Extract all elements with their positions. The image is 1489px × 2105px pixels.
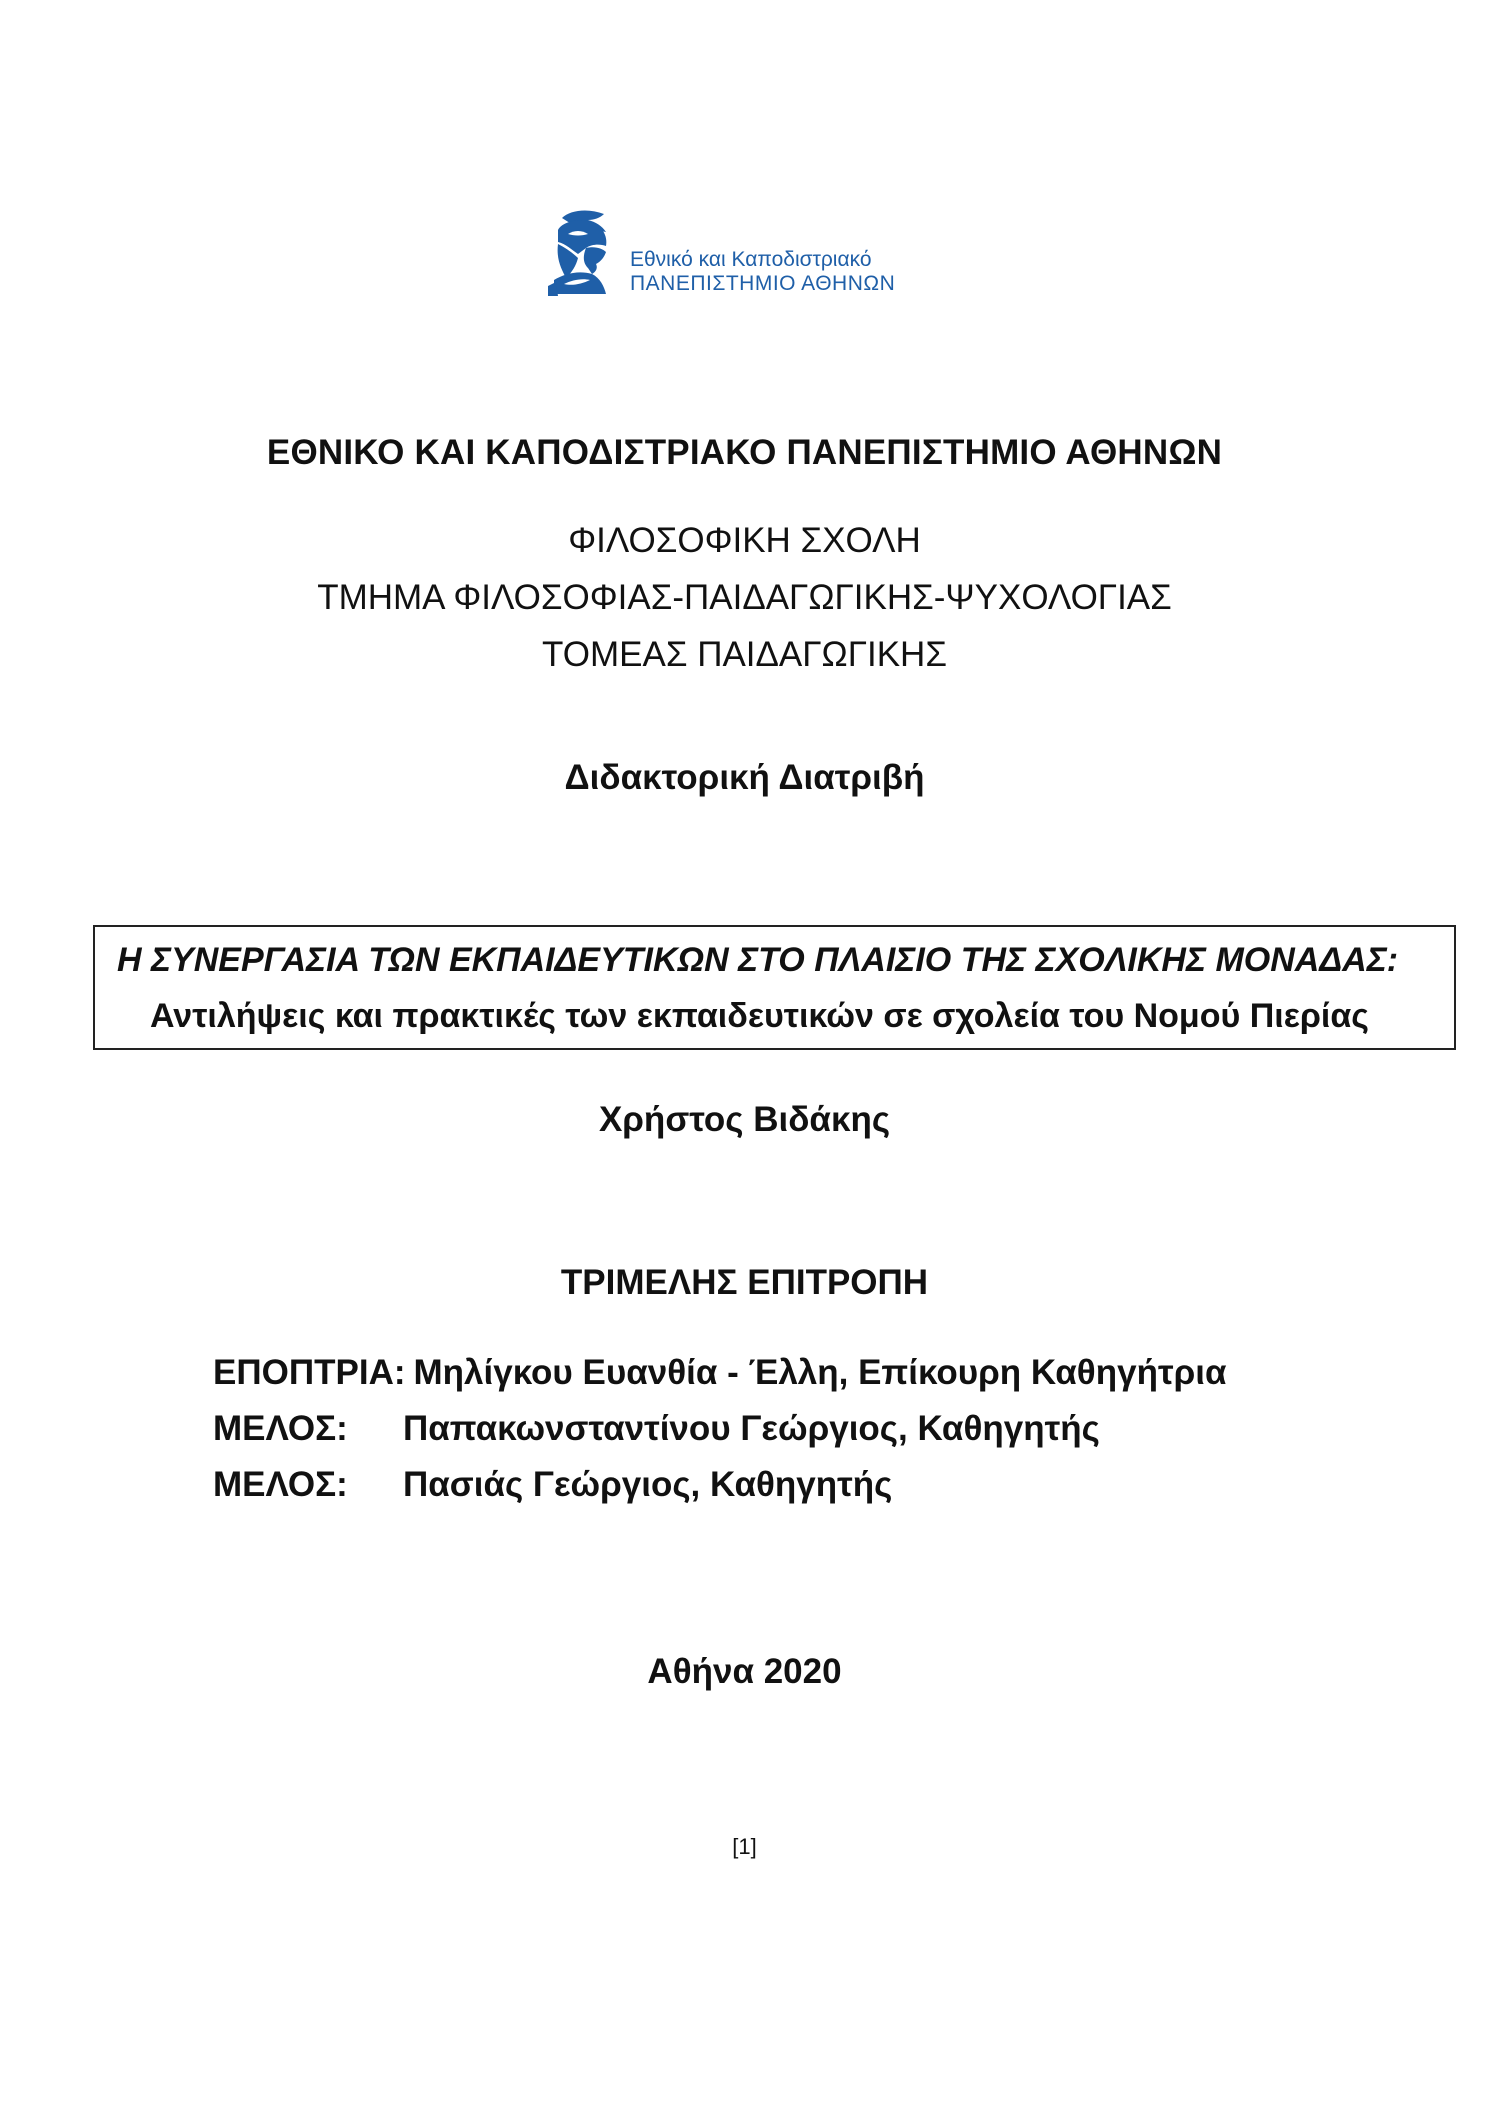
logo-line-2: ΠΑΝΕΠΙΣΤΗΜΙΟ ΑΘΗΝΩΝ [630,272,896,295]
logo-line-1: Εθνικό και Καποδιστριακό [630,248,872,271]
member-name: Πασιάς Γεώργιος, Καθηγητής [403,1465,893,1504]
department-name: ΤΜΗΜΑ ΦΙΛΟΣΟΦΙΑΣ-ΠΑΙΔΑΓΩΓΙΚΗΣ-ΨΥΧΟΛΟΓΙΑΣ [317,578,1172,617]
place-year: Αθήνα 2020 [647,1652,842,1691]
affiliation-block [0,512,1489,683]
member-role: ΜΕΛΟΣ: [213,1465,348,1504]
thesis-subtitle: Αντιλήψεις και πρακτικές των εκπαιδευτικών σε σχολεία του Νομού Πιερίας [150,997,1369,1035]
member-role: ΕΠΟΠΤΡΙΑ: [213,1353,406,1392]
committee-heading: ΤΡΙΜΕΛΗΣ ΕΠΙΤΡΟΠΗ [560,1263,929,1302]
sector-name: ΤΟΜΕΑΣ ΠΑΙΔΑΓΩΓΙΚΗΣ [542,635,947,674]
committee-member [213,1401,1226,1457]
member-name: Μηλίγκου Ευανθία - Έλλη, Επίκουρη Καθηγήτρια [413,1353,1227,1392]
university-logo [548,208,928,298]
committee-member [213,1457,1226,1513]
university-name: ΕΘΝΙΚΟ ΚΑΙ ΚΑΠΟΔΙΣΤΡΙΑΚΟ ΠΑΝΕΠΙΣΤΗΜΙΟ ΑΘΗΝΩΝ [266,433,1223,472]
committee-member [213,1345,1226,1401]
member-role: ΜΕΛΟΣ: [213,1409,348,1448]
thesis-title-box [93,925,1456,1050]
member-name: Παπακωνσταντίνου Γεώργιος, Καθηγητής [403,1409,1100,1448]
athena-head-icon [548,208,620,298]
document-type: Διδακτορική Διατριβή [564,758,925,797]
author-name: Χρήστος Βιδάκης [598,1100,891,1139]
page-number: [1] [732,1834,757,1859]
school-name: ΦΙΛΟΣΟΦΙΚΗ ΣΧΟΛΗ [568,521,921,560]
thesis-title: Η ΣΥΝΕΡΓΑΣΙΑ ΤΩΝ ΕΚΠΑΙΔΕΥΤΙΚΩΝ ΣΤΟ ΠΛΑΙΣΙΟ ΤΗΣ ΣΧΟΛΙΚΗΣ ΜΟΝΑΔΑΣ: [117,941,1399,979]
committee-list [213,1345,1226,1513]
logo-text [630,248,895,296]
